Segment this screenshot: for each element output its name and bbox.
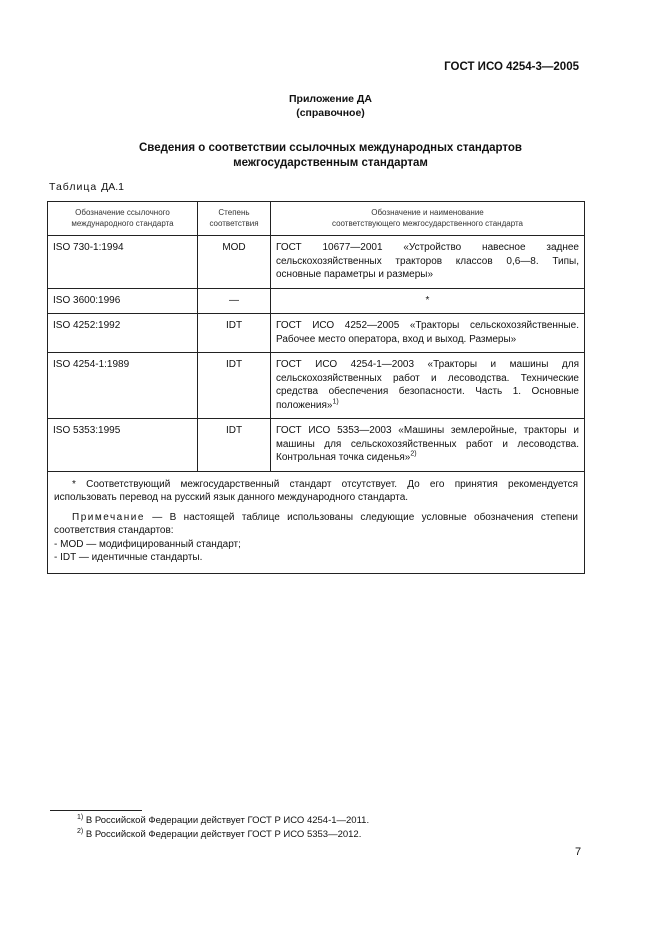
cell-gost: [271, 314, 585, 353]
footnote-divider: [50, 810, 142, 811]
footnote-1-text: В Российской Федерации действует ГОСТ Р ИСО 4254-1—2011.: [83, 815, 370, 826]
table-label-number: ДА.1: [101, 181, 124, 193]
table-label-word: Таблица: [49, 181, 98, 193]
cell-degree: IDT: [198, 314, 271, 353]
annex-title: Приложение ДА: [289, 93, 372, 105]
annex-subtitle: (справочное): [296, 107, 365, 119]
table-header-row: [48, 202, 585, 236]
table-row: [48, 314, 585, 353]
header-designation: [48, 202, 198, 236]
cell-gost-text: ГОСТ ИСО 4254-1—2003 «Тракторы и машины для сельскохозяйственных работ и лесоводства. Технические средства обеспечения безопасности. Часть 1. Основные положения»: [276, 359, 579, 411]
table-row: [48, 353, 585, 419]
cell-designation: ISO 5353:1995: [48, 419, 198, 472]
cell-gost-text: ГОСТ ИСО 4252—2005 «Тракторы сельскохозяйственные. Рабочее место оператора, вход и выход. Размеры»: [276, 320, 579, 345]
cell-gost: [271, 236, 585, 289]
cell-designation: ISO 730-1:1994: [48, 236, 198, 289]
header-degree-line2: соответствия: [209, 219, 259, 228]
table-row: [48, 236, 585, 289]
footnote-1: [77, 815, 369, 827]
note-text: — В настоящей таблице использованы следующие условные обозначения степени соответствия стандартов:: [54, 511, 578, 536]
footnote-ref-1[interactable]: 1): [332, 398, 339, 406]
cell-gost: [271, 353, 585, 419]
annex-heading: [0, 92, 661, 120]
table-row: [48, 419, 585, 472]
cell-designation: ISO 3600:1996: [48, 288, 198, 314]
footnote-2-mark: 2): [77, 827, 84, 835]
table-label: [49, 181, 124, 193]
asterisk-note: * Соответствующий межгосударственный стандарт отсутствует. До его принятия рекомендуется использовать перевод на русский язык данного международного стандарта.: [54, 478, 578, 503]
correspondence-table: [47, 201, 585, 574]
header-degree-line1: Степень: [218, 208, 250, 217]
footnote-2: [77, 829, 361, 841]
cell-degree: MOD: [198, 236, 271, 289]
footnote-1-mark: 1): [77, 813, 84, 821]
table-notes-row: [48, 471, 585, 573]
page-title-line2: межгосударственным стандартам: [233, 157, 428, 169]
cell-gost-text: ГОСТ ИСО 5353—2003 «Машины землеройные, тракторы и машины для сельскохозяйственных работ и лесоводства. Контрольная точка сиденья»: [276, 425, 579, 463]
cell-designation: ISO 4254-1:1989: [48, 353, 198, 419]
legend-mod: - MOD — модифицированный стандарт;: [54, 538, 241, 550]
legend-idt: - IDT — идентичные стандарты.: [54, 552, 203, 563]
header-degree: [198, 202, 271, 236]
table-notes: [48, 471, 585, 573]
cell-gost: [271, 288, 585, 314]
page-title: [0, 141, 661, 171]
footnote-ref-2[interactable]: 2): [410, 450, 417, 458]
header-gost-line1: Обозначение и наименование: [371, 208, 484, 217]
cell-degree: —: [198, 288, 271, 314]
legend-note: [54, 511, 578, 538]
header-gost: [271, 202, 585, 236]
note-word: Примечание: [72, 511, 145, 523]
cell-degree: IDT: [198, 419, 271, 472]
document-code-header: ГОСТ ИСО 4254-3—2005: [444, 61, 579, 73]
page-title-line1: Сведения о соответствии ссылочных международных стандартов: [138, 142, 522, 154]
cell-gost-text: *: [425, 294, 430, 306]
page-number: 7: [575, 846, 582, 858]
header-gost-line2: соответствующего межгосударственного стандарта: [331, 219, 524, 228]
header-designation-line1: Обозначение ссылочного: [75, 208, 170, 217]
cell-designation: ISO 4252:1992: [48, 314, 198, 353]
header-designation-line2: международного стандарта: [71, 219, 174, 228]
table-row: [48, 288, 585, 314]
cell-gost-text: ГОСТ 10677—2001 «Устройство навесное заднее сельскохозяйственных тракторов классов 0,6—8. Типы, основные параметры и размеры»: [276, 242, 579, 280]
cell-gost: [271, 419, 585, 472]
footnote-2-text: В Российской Федерации действует ГОСТ Р ИСО 5353—2012.: [83, 829, 362, 840]
cell-degree: IDT: [198, 353, 271, 419]
